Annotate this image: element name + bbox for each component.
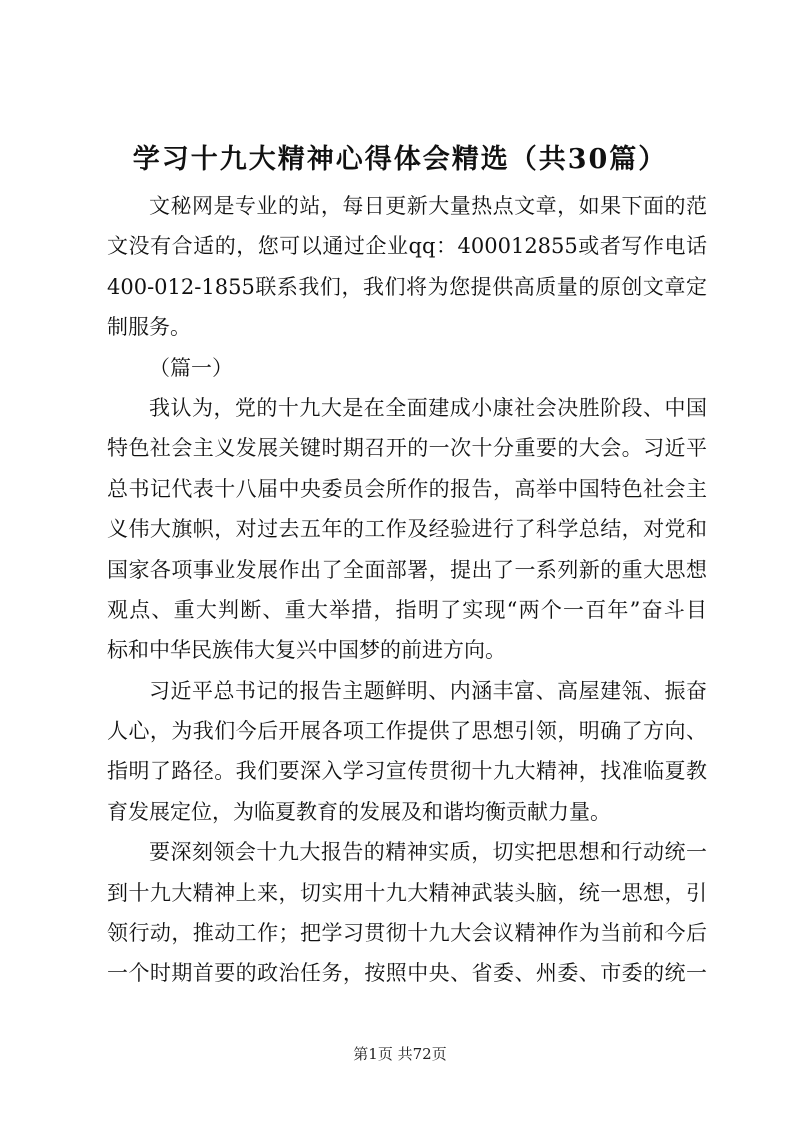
text-line: 标和中华民族伟大复兴中国梦的前进方向。 (107, 638, 506, 663)
text-line: 总书记代表十八届中央委员会所作的报告，高举中国特色社会主 (107, 476, 707, 501)
text-line: 国家各项事业发展作出了全面部署，提出了一系列新的重大思想 (107, 557, 707, 582)
page-number-footer: 第1页 共72页 (353, 1045, 447, 1063)
text-line: 到十九大精神上来，切实用十九大精神武装头脑，统一思想，引 (107, 880, 707, 905)
document-title: 学习十九大精神心得体会精选（共30篇） (132, 144, 668, 175)
text-line: 人心，为我们今后开展各项工作提供了思想引领，明确了方向、 (107, 719, 707, 744)
text-line: 文没有合适的，您可以通过企业qq：400012855或者写作电话 (107, 234, 707, 259)
text-line: 一个时期首要的政治任务，按照中央、省委、州委、市委的统一 (107, 961, 707, 986)
text-line: 指明了路径。我们要深入学习宣传贯彻十九大精神，找准临夏教 (107, 759, 707, 784)
text-line: 领行动，推动工作；把学习贯彻十九大会议精神作为当前和今后 (107, 921, 707, 946)
text-line: 制服务。 (107, 315, 191, 340)
text-line: 文秘网是专业的站，每日更新大量热点文章，如果下面的范 (149, 194, 707, 218)
text-line: 观点、重大判断、重大举措，指明了实现“两个一百年”奋斗目 (107, 597, 707, 622)
text-line: 义伟大旗帜，对过去五年的工作及经验进行了科学总结，对党和 (107, 517, 707, 542)
text-line: 习近平总书记的报告主题鲜明、内涵丰富、高屋建瓴、振奋 (149, 678, 707, 703)
document-body (107, 186, 707, 994)
section-heading: （篇一） (149, 355, 233, 380)
text-line: 要深刻领会十九大报告的精神实质，切实把思想和行动统一 (149, 840, 707, 865)
text-line: 特色社会主义发展关键时期召开的一次十分重要的大会。习近平 (107, 436, 707, 461)
text-line: 我认为，党的十九大是在全面建成小康社会决胜阶段、中国 (149, 395, 707, 420)
text-line: 400-012-1855联系我们，我们将为您提供高质量的原创文章定 (107, 274, 707, 299)
text-line: 育发展定位，为临夏教育的发展及和谐均衡贡献力量。 (107, 799, 611, 824)
